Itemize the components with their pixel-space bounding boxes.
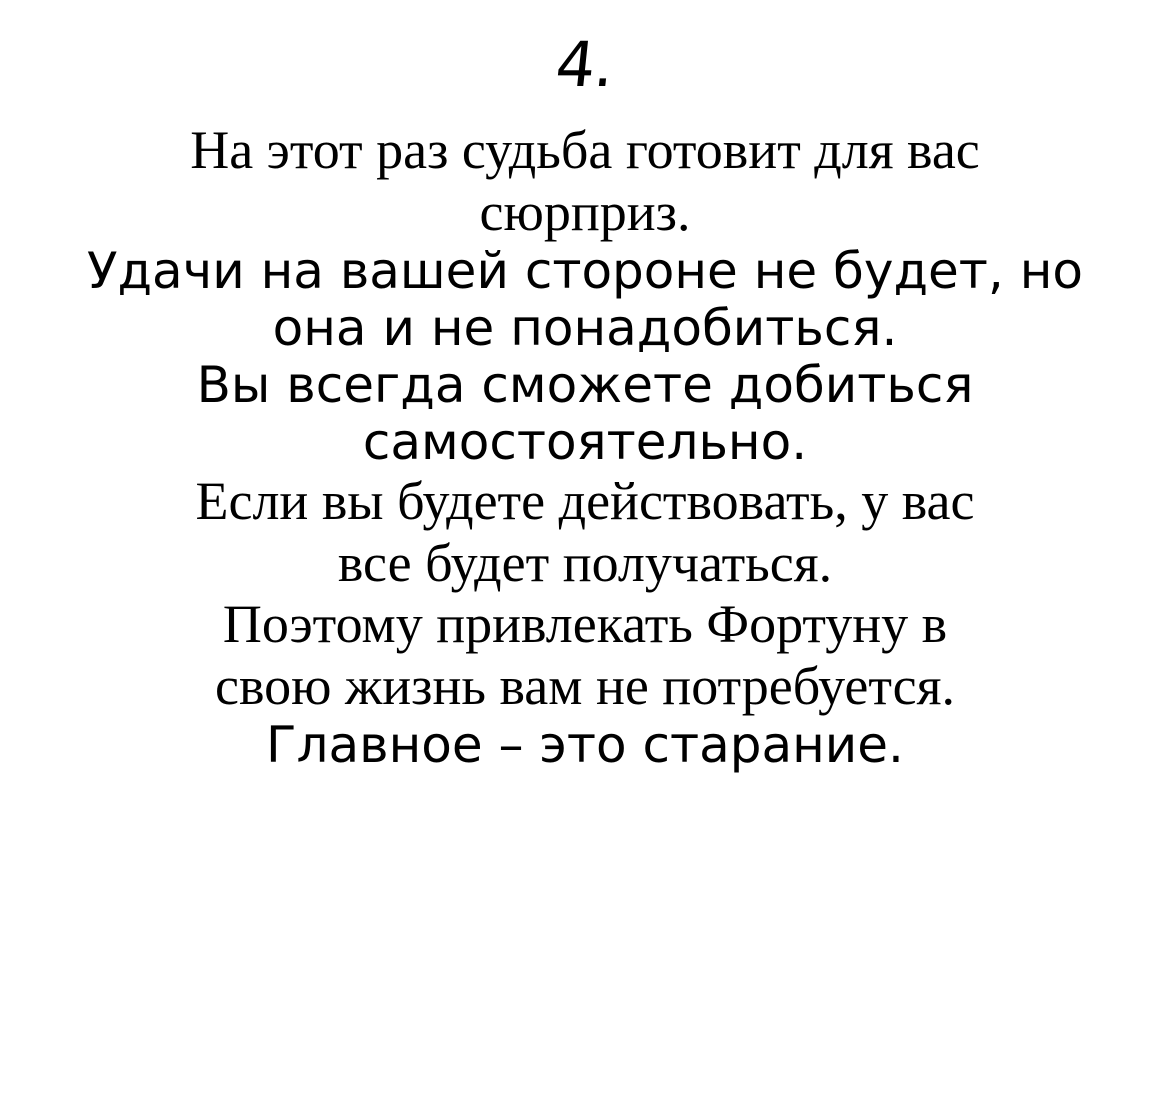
text-line: Поэтому привлекать Фортуну в — [222, 594, 948, 655]
text-line: все будет получаться. — [337, 532, 833, 593]
text-line: Вы всегда сможете добиться — [196, 356, 974, 415]
text-line: На этот раз судьба готовит для вас — [190, 120, 980, 180]
text-line: она и не понадобиться. — [272, 299, 898, 358]
text-line: самостоятельно. — [362, 413, 808, 472]
text-line: сюрприз. — [479, 181, 691, 242]
text-line: Удачи на вашей стороне не будет, но — [86, 242, 1084, 301]
passage-text-block — [60, 120, 1110, 774]
text-line: Главное – это старание. — [266, 716, 904, 775]
text-line: Если вы будете действовать, у вас — [195, 471, 975, 532]
text-line: свою жизнь вам не потребуется. — [215, 655, 955, 716]
item-number-heading: 4. — [552, 28, 618, 101]
